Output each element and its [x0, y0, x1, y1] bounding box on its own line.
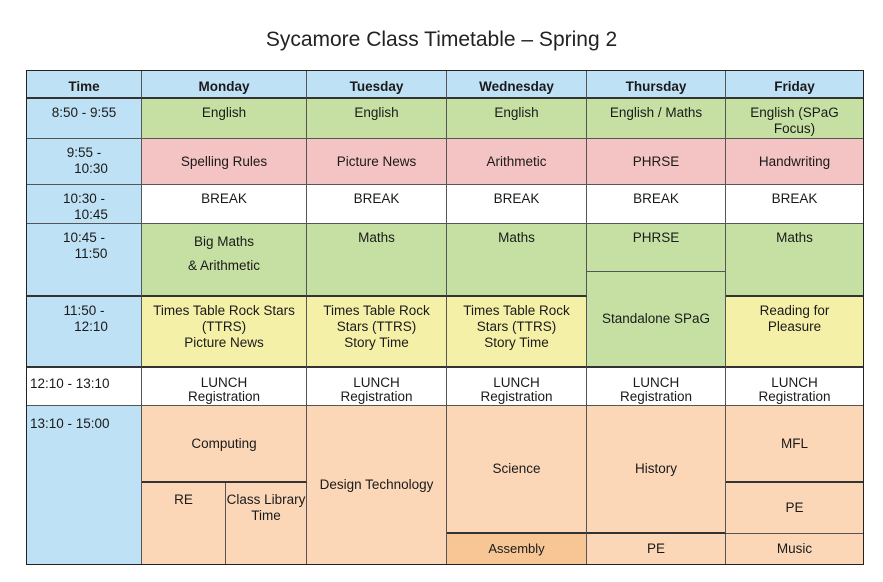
- friday-pe: PE: [726, 483, 863, 534]
- time-slot-1: 8:50 - 9:55: [27, 99, 142, 139]
- thursday-phrse-2: PHRSE: [587, 224, 726, 272]
- time-slot-3: 10:30 - 10:45: [27, 185, 142, 224]
- friday-english-spag: English (SPaG Focus): [726, 99, 863, 139]
- time-slot-7: 13:10 - 15:00: [27, 406, 142, 564]
- monday-break: BREAK: [142, 185, 307, 224]
- time-slot-6: 12:10 - 13:10: [27, 368, 142, 406]
- wednesday-assembly: Assembly: [447, 534, 587, 564]
- monday-re: RE: [142, 483, 226, 564]
- monday-big-maths: Big Maths & Arithmetic: [142, 224, 307, 297]
- wednesday-science: Science: [447, 406, 587, 534]
- monday-computing: Computing: [142, 406, 307, 483]
- tuesday-ttrs: Times Table Rock Stars (TTRS) Story Time: [307, 297, 447, 368]
- monday-lunch: LUNCH Registration: [142, 368, 307, 406]
- friday-maths: Maths: [726, 224, 863, 297]
- time-slot-2: 9:55 - 10:30: [27, 139, 142, 185]
- tuesday-english: English: [307, 99, 447, 139]
- tuesday-design-technology: Design Technology: [307, 406, 447, 564]
- time-slot-5: 11:50 - 12:10: [27, 297, 142, 368]
- wednesday-ttrs: Times Table Rock Stars (TTRS) Story Time: [447, 297, 587, 368]
- header-time: Time: [27, 71, 142, 99]
- wednesday-arithmetic: Arithmetic: [447, 139, 587, 185]
- header-tuesday: Tuesday: [307, 71, 447, 99]
- thursday-break: BREAK: [587, 185, 726, 224]
- time-slot-4: 10:45 - 11:50: [27, 224, 142, 297]
- thursday-standalone-spag: Standalone SPaG: [587, 272, 726, 368]
- monday-english: English: [142, 99, 307, 139]
- thursday-lunch: LUNCH Registration: [587, 368, 726, 406]
- monday-class-library: Class Library Time: [226, 483, 307, 564]
- tuesday-picture-news: Picture News: [307, 139, 447, 185]
- header-wednesday: Wednesday: [447, 71, 587, 99]
- header-monday: Monday: [142, 71, 307, 99]
- wednesday-lunch: LUNCH Registration: [447, 368, 587, 406]
- monday-spelling-rules: Spelling Rules: [142, 139, 307, 185]
- friday-handwriting: Handwriting: [726, 139, 863, 185]
- wednesday-maths: Maths: [447, 224, 587, 297]
- page-title: Sycamore Class Timetable – Spring 2: [265, 28, 618, 51]
- wednesday-break: BREAK: [447, 185, 587, 224]
- thursday-english-maths: English / Maths: [587, 99, 726, 139]
- thursday-history: History: [587, 406, 726, 534]
- friday-lunch: LUNCH Registration: [726, 368, 863, 406]
- wednesday-english: English: [447, 99, 587, 139]
- timetable-grid: [26, 70, 864, 565]
- thursday-phrse: PHRSE: [587, 139, 726, 185]
- tuesday-break: BREAK: [307, 185, 447, 224]
- friday-break: BREAK: [726, 185, 863, 224]
- friday-music: Music: [726, 534, 863, 564]
- header-thursday: Thursday: [587, 71, 726, 99]
- thursday-pe: PE: [587, 534, 726, 564]
- tuesday-maths: Maths: [307, 224, 447, 297]
- friday-reading: Reading for Pleasure: [726, 297, 863, 368]
- tuesday-lunch: LUNCH Registration: [307, 368, 447, 406]
- monday-ttrs: Times Table Rock Stars (TTRS) Picture News: [142, 297, 307, 368]
- header-friday: Friday: [726, 71, 863, 99]
- friday-mfl: MFL: [726, 406, 863, 483]
